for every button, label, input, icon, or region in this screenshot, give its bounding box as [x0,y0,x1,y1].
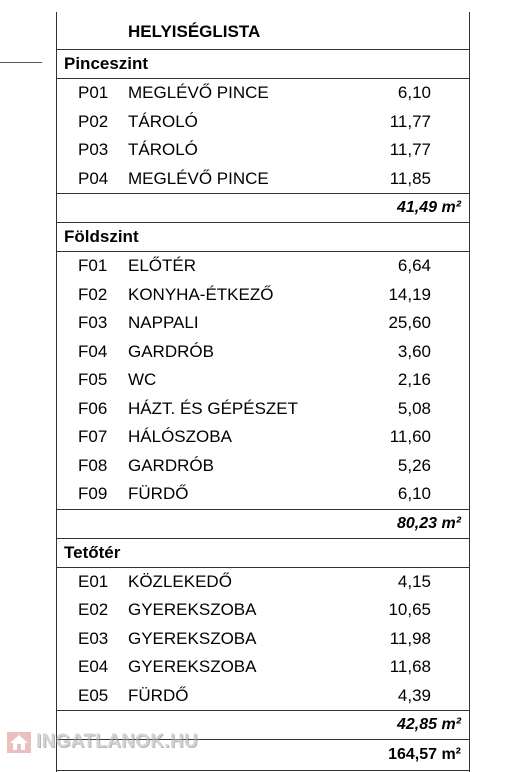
room-name: HÁZT. ÉS GÉPÉSZET [128,398,299,418]
room-code: P03 [78,140,109,159]
room-code: E04 [78,657,109,676]
room-row [57,682,469,711]
section-heading: Pinceszint [57,50,469,79]
room-row [57,423,469,452]
room-row [57,252,469,281]
room-row [57,165,469,194]
room-code: E05 [78,685,109,705]
watermark-text: INGATLANOK.HU [36,731,198,752]
room-name: GYEREKSZOBA [128,628,257,648]
room-name: GYEREKSZOBA [128,657,257,676]
room-row [57,366,469,395]
room-row [57,79,469,108]
room-code: F01 [78,256,108,275]
room-area: 11,98 [389,628,431,648]
room-name: GARDRÓB [128,341,214,361]
room-area: 11,77 [389,140,431,159]
room-row [57,596,469,625]
room-code: F04 [78,341,108,361]
room-area: 3,60 [397,341,431,361]
room-area: 11,77 [389,111,431,131]
room-area: 2,16 [397,370,431,389]
section-subtotal: 42,85 m² [57,710,469,740]
room-row [57,653,469,682]
room-area: 5,08 [397,398,431,418]
room-code: E01 [78,571,109,591]
room-name: MEGLÉVŐ PINCE [128,168,269,188]
room-row [57,625,469,654]
room-name: GARDRÓB [128,455,214,475]
room-name: GYEREKSZOBA [128,600,257,619]
room-row [57,136,469,165]
room-code: F08 [78,455,108,475]
room-row [57,452,469,481]
room-area: 14,19 [388,284,431,304]
room-code: F09 [78,484,108,503]
room-name: KÖZLEKEDŐ [128,571,232,591]
room-code: F07 [78,427,108,446]
room-list-table [56,12,470,772]
room-name: TÁROLÓ [128,140,198,159]
margin-rule-line [0,62,42,63]
room-name: HÁLÓSZOBA [128,427,232,446]
section-subtotal: 80,23 m² [57,509,469,539]
room-area: 25,60 [388,313,431,332]
room-name: NAPPALI [128,313,199,332]
room-code: F05 [78,370,108,389]
room-name: KONYHA-ÉTKEZŐ [128,284,274,304]
table-title: HELYISÉGLISTA [57,12,469,50]
room-name: FÜRDŐ [128,484,189,503]
room-code: F06 [78,398,108,418]
room-area: 6,10 [397,484,431,503]
room-name: ELŐTÉR [128,256,197,275]
room-area: 11,68 [389,657,431,676]
grand-total: 164,57 m² [57,740,469,771]
section-heading: Tetőtér [57,539,469,568]
room-row [57,309,469,338]
room-name: WC [128,370,157,389]
room-code: P02 [78,111,109,131]
room-area: 10,65 [388,600,431,619]
room-code: E02 [78,600,109,619]
room-area: 11,60 [389,427,431,446]
room-code: P04 [78,168,109,188]
room-area: 6,10 [397,83,431,102]
room-name: TÁROLÓ [128,111,198,131]
room-row [57,108,469,137]
room-area: 4,15 [397,571,431,591]
watermark [6,727,211,757]
house-logo-icon [6,730,32,754]
room-row [57,480,469,509]
room-area: 6,64 [397,256,431,275]
room-row [57,395,469,424]
room-code: F03 [78,313,108,332]
room-row [57,568,469,597]
room-code: P01 [78,83,109,102]
section-heading: Földszint [57,223,469,252]
room-row [57,338,469,367]
room-area: 5,26 [397,455,431,475]
room-code: E03 [78,628,109,648]
room-code: F02 [78,284,108,304]
section-subtotal: 41,49 m² [57,193,469,223]
sections-container [57,50,469,740]
room-name: MEGLÉVŐ PINCE [128,83,269,102]
room-row [57,281,469,310]
room-area: 4,39 [397,685,431,705]
room-name: FÜRDŐ [128,685,189,705]
room-area: 11,85 [389,168,431,188]
